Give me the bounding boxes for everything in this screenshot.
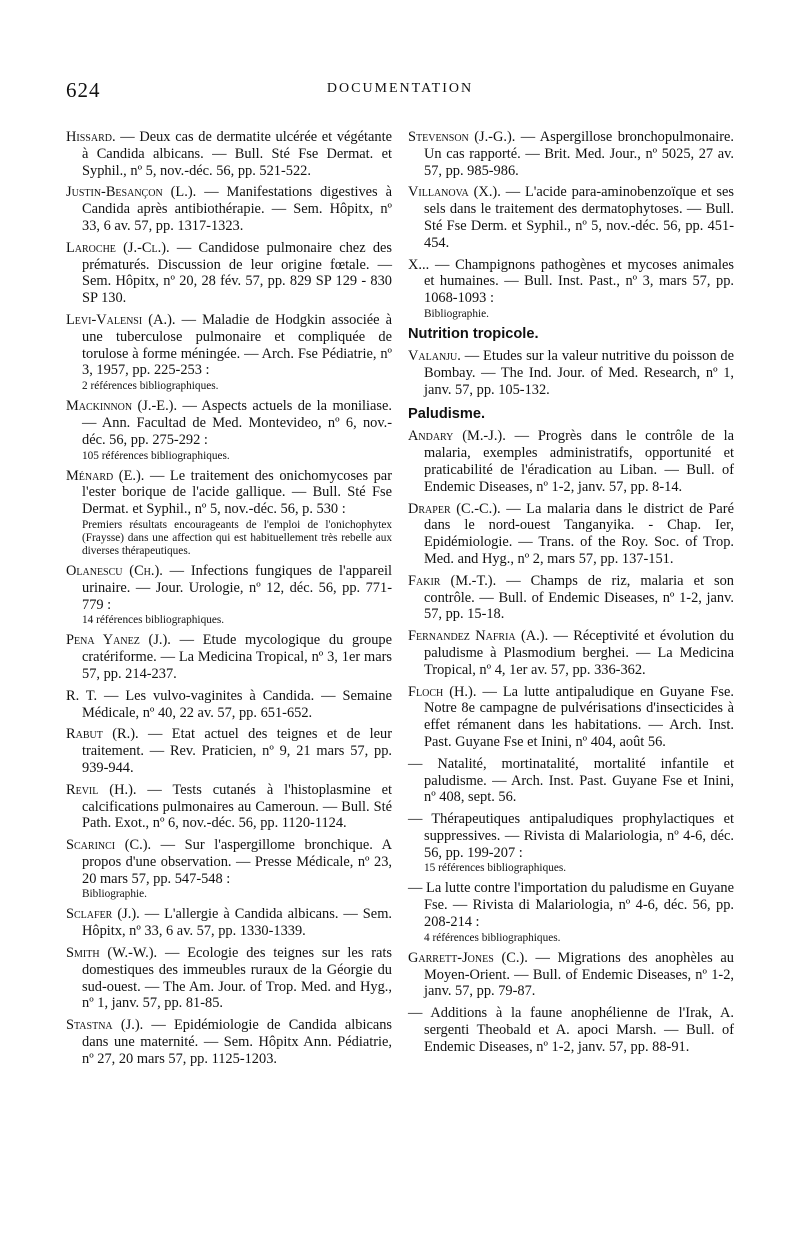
bibliography-entry (408, 628, 734, 678)
bibliography-entry (66, 468, 392, 558)
entry-author: Mackinnon (J.-E.). (66, 398, 178, 415)
bibliography-entry (408, 428, 734, 495)
entry-citation: — L'acide para-aminobenzoïque et ses sels dans le traitement des dermatophytoses. — Bull. Sté Fse Derm. et Syphil., nº 5, nov.-déc. 56, pp. 451-454. (424, 184, 734, 251)
entry-author: Fakir (M.-T.). (408, 572, 497, 589)
entry-citation: — Réceptivité et évolution du paludisme à Plasmodium berghei. — La Medicina Tropical, nº 4, 1er av. 57, pp. 336-362. (424, 628, 734, 678)
entry-author: Floch (H.). (408, 683, 477, 700)
entry-citation: — Les vulvo-vaginites à Candida. — Semaine Médicale, nº 40, 22 av. 57, pp. 651-652. (82, 687, 392, 721)
entry-citation: — Infections fungiques de l'appareil urinaire. — Jour. Urologie, nº 12, déc. 56, pp. 771-779 : (82, 562, 392, 613)
entry-author: Sclafer (J.). (66, 906, 140, 923)
entry-author: Valanju. (408, 347, 461, 364)
bibliography-entry (66, 184, 392, 234)
entry-note: 15 références bibliographiques. (424, 862, 567, 875)
entry-author: Olanescu (Ch.). (66, 562, 163, 579)
entry-author: Rabut (R.). (66, 726, 139, 743)
bibliography-entry (408, 880, 734, 944)
page-number: 624 (66, 78, 101, 102)
section-heading: Nutrition tropicole. (408, 325, 539, 342)
entry-citation: — Manifestations digestives à Candida après antibiothérapie. — Sem. Hôpitx, nº 33, 6 av. 57, pp. 1317-1323. (82, 184, 392, 234)
entry-citation: — Natalité, mortinatalité, mortalité infantile et paludisme. — Arch. Inst. Past. Guyane Fse et Inini, nº 408, sept. 56. (408, 755, 734, 806)
entry-author: Ménard (E.). (66, 467, 145, 484)
running-title: DOCUMENTATION (326, 81, 474, 96)
entry-citation: — Maladie de Hodgkin associée à une tuberculose pulmonaire et compliquée de torulose à forme méningée. — Arch. Fse Pédiatrie, nº 3, 1957, pp. 225-253 : (82, 311, 392, 379)
entry-author: Andary (M.-J.). (408, 428, 506, 445)
entry-author: Smith (W.-W.). (66, 945, 158, 962)
entry-author: X... (408, 256, 430, 273)
entry-author: Laroche (J.-Cl.). (66, 239, 170, 256)
bibliography-entry (66, 563, 392, 627)
bibliography-entry (408, 129, 734, 179)
entry-citation: — Champs de riz, malaria et son contrôle. — Bull. of Endemic Diseases, nº 1-2, janv. 57, pp. 15-18. (424, 572, 734, 623)
entry-citation: — Etude mycologique du groupe cratériforme. — La Medicina Tropical, nº 3, 1er mars 57, pp. 214-237. (82, 632, 393, 682)
section-heading: Paludisme. (408, 406, 486, 423)
entry-author: Justin-Besançon (L.). (66, 184, 197, 201)
entry-author: Levi-Valensi (A.). (66, 311, 176, 328)
entry-author: Fernandez Nafria (A.). (408, 628, 549, 645)
entry-citation: — Etat actuel des teignes et de leur traitement. — Rev. Praticien, nº 9, 21 mars 57, pp. 939-944. (82, 726, 392, 776)
entry-citation: — L'allergie à Candida albicans. — Sem. Hôpitx, nº 33, 6 av. 57, pp. 1330-1339. (82, 906, 392, 940)
entry-citation: — Candidose pulmonaire chez des prématurés. Discussion de leur origine fœtale. — Sem. Hôpitx, nº 20, 28 fév. 57, pp. 829 SP 129 - 830 SP 130. (82, 239, 392, 307)
entry-citation: — Migrations des anophèles au Moyen-Orient. — Bull. of Endemic Diseases, nº 1-2, janv. 57, pp. 79-87. (424, 949, 734, 1000)
entry-author: R. T. (66, 687, 98, 704)
bibliography-entry (408, 184, 734, 251)
bibliography-entry (408, 573, 734, 623)
entry-author: Revil (H.). (66, 781, 137, 798)
right-column (408, 129, 734, 1061)
bibliography-entry (66, 726, 392, 776)
entry-citation: — Le traitement des onichomycoses par l'ester borique de l'acide gallique. — Bull. Sté Fse Dermat. et Syphil., nº 5, nov.-déc. 56, p. 530 : (82, 467, 392, 518)
entry-author: Draper (C.-C.). (408, 500, 501, 517)
entry-citation: — Epidémiologie de Candida albicans dans une maternité. — Sem. Hôpitx Ann. Pédiatrie, nº 27, 20 mars 57, pp. 1125-1203. (82, 1017, 393, 1067)
bibliography-entry (66, 632, 392, 682)
entry-author: Villanova (X.). (408, 184, 501, 201)
left-column (66, 129, 392, 1073)
entry-note: Bibliographie. (424, 307, 489, 320)
entry-citation: — Thérapeutiques antipaludiques prophylactiques et suppressives. — Rivista di Malariologia, nº 4-6, déc. 56, pp. 199-207 : (408, 811, 734, 861)
entry-citation: — Aspects actuels de la moniliase. — Ann. Facultad de Med. Montevideo, nº 6, nov.-déc. 56, pp. 275-292 : (82, 398, 392, 448)
entry-citation: — Progrès dans le contrôle de la malaria, exemples administratifs, opportunité et praticabilité de l'éradication au Liban. — Bull. of Endemic Diseases, nº 1-2, janv. 57, pp. 8-14. (424, 428, 734, 495)
entry-citation: — Tests cutanés à l'histoplasmine et calcifications pulmonaires au Cameroun. — Bull. Sté Path. Exot., nº 6, nov.-déc. 56, pp. 1120-1124. (82, 781, 392, 832)
bibliography-entry (408, 756, 734, 806)
entry-note: 105 références bibliographiques. (82, 449, 230, 462)
entry-citation: — Etudes sur la valeur nutritive du poisson de Bombay. — The Ind. Jour. of Med. Research, nº 1, janv. 57, pp. 105-132. (424, 347, 734, 398)
entry-author: Garrett-Jones (C.). (408, 949, 528, 966)
bibliography-entry (408, 348, 734, 398)
entry-note: Premiers résultats encourageants de l'emploi de l'onichophytex (Fraysse) dans une affection qui est habituellement très rebelle aux diverses thérapeutiques. (82, 518, 392, 557)
bibliography-entry (66, 129, 392, 179)
entry-citation: — Ecologie des teignes sur les rats domestiques des immeubles ruraux de la Géorgie du sud-ouest. — The Am. Jour. of Trop. Med. and Hyg., nº 1, janv. 57, pp. 81-85. (82, 945, 392, 1012)
entry-author: Pena Yanez (J.). (66, 632, 171, 649)
bibliography-entry (408, 1005, 734, 1055)
bibliography-entry (408, 501, 734, 568)
bibliography-entry (408, 257, 734, 321)
bibliography-entry (66, 906, 392, 940)
entry-citation: — La malaria dans le district de Paré dans le nord-ouest Tanganyika. - Chap. Ier, Epidémiologie. — Trans. of the Roy. Soc. of Trop. Med. and Hyg., nº 2, mars 57, pp. 137-151. (424, 500, 734, 567)
page-header (66, 78, 734, 102)
entry-note: 4 références bibliographiques. (424, 931, 561, 944)
entry-author: Stevenson (J.-G.). (408, 129, 516, 145)
entry-citation: — Champignons pathogènes et mycoses animales et humaines. — Bull. Inst. Past., nº 3, mars 57, pp. 1068-1093 : (424, 256, 734, 307)
bibliography-entry (66, 398, 392, 462)
entry-citation: — La lutte contre l'importation du paludisme en Guyane Fse. — Rivista di Malariologia, nº 4-6, déc. 56, pp. 208-214 : (408, 880, 734, 931)
bibliography-entry (408, 950, 734, 1000)
bibliography-entry (66, 240, 392, 307)
entry-citation: — Aspergillose bronchopulmonaire. Un cas rapporté. — Brit. Med. Jour., nº 5025, 27 av. 57, pp. 985-986. (424, 129, 734, 179)
entry-citation: — Deux cas de dermatite ulcérée et végétante à Candida albicans. — Bull. Sté Fse Dermat. et Syphil., nº 5, nov.-déc. 56, pp. 521-522. (82, 129, 392, 179)
entry-citation: — Additions à la faune anophélienne de l'Irak, A. sergenti Theobald et A. apoci Marsh. — Bull. of Endemic Diseases, nº 1-2, janv. 57, pp. 88-91. (408, 1005, 734, 1055)
entry-note: Bibliographie. (82, 888, 147, 901)
entry-citation: — La lutte antipaludique en Guyane Fse. Notre 8e campagne de pulvérisations d'insecticides à effet rémanent dans les habitations. — Arch. Inst. Past. Guyane Fse et Inini, nº 404, août 56. (424, 683, 734, 750)
bibliography-entry (66, 945, 392, 1012)
bibliography-entry (66, 837, 392, 901)
entry-note: 2 références bibliographiques. (82, 380, 219, 393)
entry-author: Stastna (J.). (66, 1017, 144, 1034)
entry-note: 14 références bibliographiques. (82, 614, 225, 627)
bibliography-entry (66, 782, 392, 832)
entry-citation: — Sur l'aspergillome bronchique. A propos d'une observation. — Presse Médicale, nº 23, 20 mars 57, pp. 547-548 : (82, 837, 393, 887)
bibliography-entry (66, 688, 392, 722)
entry-author: Scarinci (C.). (66, 837, 152, 854)
entry-author: Hissard. (66, 129, 116, 145)
bibliography-entry (66, 1017, 392, 1067)
bibliography-entry (408, 684, 734, 751)
bibliography-entry (408, 811, 734, 875)
bibliography-entry (66, 312, 392, 393)
